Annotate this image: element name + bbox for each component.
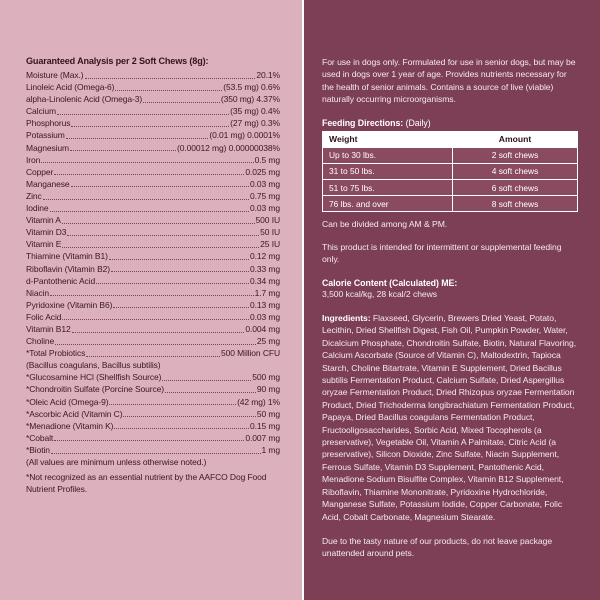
nutrient-name: Iron <box>26 154 41 165</box>
nutrient-value: 25 IU <box>260 239 280 250</box>
nutrient-value: 0.34 mg <box>249 275 280 286</box>
nutrient-name: Moisture (Max.) <box>26 70 84 80</box>
nutrient-name: Vitamin A <box>26 215 61 226</box>
spacer <box>322 266 578 278</box>
feeding-directions-frequency: (Daily) <box>403 117 431 128</box>
nutrient-row <box>26 299 280 311</box>
storage-warning: Due to the tasty nature of our products, do not leave package unattended around pets. <box>322 535 553 559</box>
leader-dots <box>115 90 222 91</box>
nutrient-row <box>26 129 280 141</box>
nutrient-name: d-Pantothenic Acid <box>26 275 96 286</box>
nutrient-value: 25 mg <box>256 336 280 347</box>
leader-dots <box>113 307 249 308</box>
table-header-row <box>323 132 577 147</box>
nutrient-name: Riboflavin (Vitamin B2) <box>26 263 110 274</box>
spacer <box>322 106 578 118</box>
nutrient-value: 0.025 mg <box>245 166 280 177</box>
table-body <box>323 147 577 212</box>
nutrient-name: Thiamine (Vitamin B1) <box>26 251 108 262</box>
leader-dots <box>85 78 256 79</box>
spacer <box>322 523 578 535</box>
table-row <box>323 147 577 163</box>
ingredients-list: Flaxseed, Glycerin, Brewers Dried Yeast, Potato, Lecithin, Dried Shellfish Digest, Fish Oil, Pumpkin Powder, Water, Dicalcium Phosphate, Chondroitin Sulfate, Biotin, Natural Flavoring, Calcium Ascorbate (Source of Vitamin C), Maltodextrin, Tapioca Starch, Choline Bitartrate, Vitamin E Supplement, Dried Bacillus subtilis Fermentation Product, Calcium Sulfate, Dried Aspergillus oryzae Fermentation Product, Dried Rhizopus oryzae Fermentation Product, Dried Trichoderma longibrachiatum Fermentation Product, Papaya, Dried Bacillus coagulans Fermentation Product, Fructooligosaccharides, Sorbic Acid, Mixed Tocopherols (a preservative), Vegetable Oil, Vitamin A Palmitate, Citric Acid (a preservative), Silicon Dioxide, Zinc Sulfate, Niacin Supplement, Ferrous Sulfate, Vitamin D3 Supplement, Pantothenic Acid, Menadione Sodium Bisulfite Complex, Vitamin B12 Supplement, Riboflavin, Thiamine Mononitrate, Pyridoxine Hydrochloride, Manganese Sulfate, Potassium Iodide, Copper Carbonate, Folic Acid, Cobalt Carbonate, Magnesium Stearate. <box>322 313 577 522</box>
leader-dots <box>55 344 256 345</box>
table-row <box>323 195 577 211</box>
guaranteed-analysis-heading: Guaranteed Analysis per 2 Soft Chews (8g): <box>26 56 209 66</box>
nutrient-row <box>26 275 280 287</box>
nutrient-row <box>26 347 280 359</box>
leader-dots <box>41 162 253 163</box>
leader-dots <box>66 138 209 139</box>
nutrient-row <box>26 263 280 275</box>
nutrient-name: *Menadione (Vitamin K) <box>26 420 114 431</box>
nutrient-value: 90 mg <box>256 384 280 395</box>
nutrient-row <box>26 371 280 383</box>
intended-use-text: For use in dogs only. Formulated for use in senior dogs, but may be used in dogs over 1 year of age. Provides nutrients necessary for the health of senior animals. Contains a source of live (viable) naturally occurring microorganisms. <box>322 57 576 105</box>
nutrient-row <box>26 178 280 190</box>
nutrient-row <box>26 166 280 178</box>
guaranteed-analysis-list-secondary <box>26 371 280 456</box>
leader-dots <box>67 235 259 236</box>
leader-dots <box>50 295 254 296</box>
nutrient-name: *Biotin <box>26 444 50 455</box>
nutrient-row <box>26 396 280 408</box>
leader-dots <box>50 211 249 212</box>
directions-panel <box>304 0 600 600</box>
cell-amount: 8 soft chews <box>453 195 577 211</box>
nutrient-name: alpha-Linolenic Acid (Omega-3) <box>26 94 143 105</box>
nutrient-value: 0.13 mg <box>249 299 280 310</box>
nutrient-name: Vitamin D3 <box>26 227 67 238</box>
nutrient-row <box>26 190 280 202</box>
nutrient-row <box>26 69 280 81</box>
spacer <box>322 231 578 241</box>
nutrient-name: Phosphorus <box>26 118 71 129</box>
leader-dots <box>96 283 249 284</box>
nutrient-name: Calcium <box>26 106 57 117</box>
nutrient-row <box>26 214 280 226</box>
nutrient-value: 20.1% <box>256 70 280 80</box>
nutrient-value: 500 Million CFU <box>221 348 280 359</box>
ingredients-section <box>322 312 578 523</box>
nutrient-value: 0.03 mg <box>249 178 280 189</box>
leader-dots <box>43 199 249 200</box>
leader-dots <box>62 247 259 248</box>
cell-amount: 4 soft chews <box>453 163 577 179</box>
leader-dots <box>165 392 256 393</box>
leader-dots <box>143 102 220 103</box>
nutrient-name: Choline <box>26 336 55 347</box>
leader-dots <box>71 186 249 187</box>
nutrient-name: Vitamin E <box>26 239 62 250</box>
nutrient-value: (0.00012 mg) 0.00000038% <box>177 142 280 153</box>
nutrient-row <box>26 408 280 420</box>
spacer <box>322 300 578 312</box>
nutrient-name: Zinc <box>26 190 42 201</box>
divided-dosing-note: Can be divided among AM & PM. <box>322 219 448 230</box>
nutrient-row <box>26 81 280 93</box>
cell-amount: 2 soft chews <box>453 147 577 163</box>
nutrient-name: Folic Acid <box>26 311 62 322</box>
leader-dots <box>54 440 244 441</box>
nutrient-value: 0.03 mg <box>249 203 280 214</box>
nutrient-row <box>26 154 280 166</box>
nutrient-row <box>26 238 280 250</box>
ingredients-label: Ingredients: <box>322 313 371 323</box>
nutrient-row <box>26 250 280 262</box>
table-head <box>323 132 577 147</box>
nutrient-value: 500 mg <box>252 372 280 383</box>
table-row <box>323 163 577 179</box>
nutrient-name: Copper <box>26 166 54 177</box>
leader-dots <box>62 223 255 224</box>
column-header-weight: Weight <box>323 132 453 147</box>
leader-dots <box>111 271 249 272</box>
nutrient-name: *Oleic Acid (Omega-9) <box>26 396 109 407</box>
table-row <box>323 179 577 195</box>
feeding-directions-label: Feeding Directions: <box>322 117 404 128</box>
nutrient-value: 50 mg <box>256 408 280 419</box>
nutrient-value: (350 mg) 4.37% <box>220 94 280 105</box>
nutrient-name: Pyridoxine (Vitamin B6) <box>26 299 113 310</box>
nutrient-row <box>26 117 280 129</box>
cell-weight: 76 lbs. and over <box>323 195 453 211</box>
leader-dots <box>114 428 249 429</box>
probiotic-strains-note: (Bacillus coagulans, Bacillus subtilis) <box>26 360 161 371</box>
nutrient-row <box>26 420 280 432</box>
nutrient-value: 0.75 mg <box>249 190 280 201</box>
nutrient-name: Magnesium <box>26 142 70 153</box>
nutrient-name: Niacin <box>26 287 50 298</box>
leader-dots <box>72 332 245 333</box>
cell-amount: 6 soft chews <box>453 179 577 195</box>
nutrient-value: (27 mg) 0.3% <box>230 118 280 129</box>
nutrient-row <box>26 335 280 347</box>
nutrient-name: *Glucosamine HCl (Shellfish Source) <box>26 372 162 383</box>
nutrient-value: (0.01 mg) 0.0001% <box>209 130 280 141</box>
leader-dots <box>51 453 261 454</box>
nutrient-value: 0.33 mg <box>249 263 280 274</box>
nutrient-row <box>26 202 280 214</box>
nutrient-value: (35 mg) 0.4% <box>230 106 280 117</box>
nutrient-row <box>26 287 280 299</box>
intermittent-feeding-note: This product is intended for intermittent or supplemental feeding only. <box>322 241 562 265</box>
aafco-disclaimer: *Not recognized as an essential nutrient by the AAFCO Dog Food Nutrient Profiles. <box>26 472 267 495</box>
nutrient-name: *Cobalt <box>26 432 54 443</box>
calorie-content-value: 3,500 kcal/kg, 28 kcal/2 chews <box>322 288 438 299</box>
nutrient-row <box>26 226 280 238</box>
nutrient-row <box>26 311 280 323</box>
nutrient-row <box>26 432 280 444</box>
cell-weight: 31 to 50 lbs. <box>323 163 453 179</box>
leader-dots <box>109 259 249 260</box>
nutrient-value: 50 IU <box>260 227 280 238</box>
nutrient-value: 1 mg <box>261 444 280 455</box>
feeding-directions-heading <box>322 118 578 128</box>
nutrient-row <box>26 105 280 117</box>
guaranteed-analysis-list <box>26 69 280 359</box>
leader-dots <box>71 126 229 127</box>
feeding-directions-table <box>322 131 578 213</box>
nutrient-row <box>26 142 280 154</box>
nutrient-value: (53.5 mg) 0.6% <box>223 82 280 93</box>
cell-weight: 51 to 75 lbs. <box>323 179 453 195</box>
nutrient-name: *Chondroitin Sulfate (Porcine Source) <box>26 384 165 395</box>
nutrient-value: 0.15 mg <box>249 420 280 431</box>
leader-dots <box>57 114 229 115</box>
column-header-amount: Amount <box>453 132 577 147</box>
leader-dots <box>62 319 249 320</box>
nutrient-name: Potassium <box>26 130 65 141</box>
nutrient-row <box>26 93 280 105</box>
nutrient-row <box>26 323 280 335</box>
nutrient-value: 0.004 mg <box>245 323 280 334</box>
nutrient-value: (42 mg) 1% <box>237 396 280 407</box>
nutrient-name: Manganese <box>26 178 70 189</box>
minimum-values-note: (All values are minimum unless otherwise noted.) <box>26 457 207 467</box>
nutrient-value: 0.007 mg <box>245 432 280 443</box>
nutrient-name: Linoleic Acid (Omega-6) <box>26 82 115 93</box>
nutrient-name: Vitamin B12 <box>26 323 71 334</box>
leader-dots <box>70 150 176 151</box>
nutrient-value: 500 IU <box>255 215 280 226</box>
nutrient-row <box>26 444 280 456</box>
nutrient-row <box>26 383 280 395</box>
nutrient-value: 0.12 mg <box>249 251 280 262</box>
calorie-content-heading: Calorie Content (Calculated) ME: <box>322 277 458 288</box>
leader-dots <box>123 416 255 417</box>
nutrient-value: 0.03 mg <box>249 311 280 322</box>
nutrient-value: 0.5 mg <box>254 154 280 165</box>
leader-dots <box>86 356 220 357</box>
leader-dots <box>109 404 236 405</box>
nutrient-name: *Total Probiotics <box>26 348 86 359</box>
nutrient-name: *Ascorbic Acid (Vitamin C) <box>26 408 123 419</box>
nutrient-value: 1.7 mg <box>254 287 280 298</box>
leader-dots <box>162 380 251 381</box>
nutrient-name: Iodine <box>26 203 49 214</box>
cell-weight: Up to 30 lbs. <box>323 147 453 163</box>
leader-dots <box>54 174 244 175</box>
